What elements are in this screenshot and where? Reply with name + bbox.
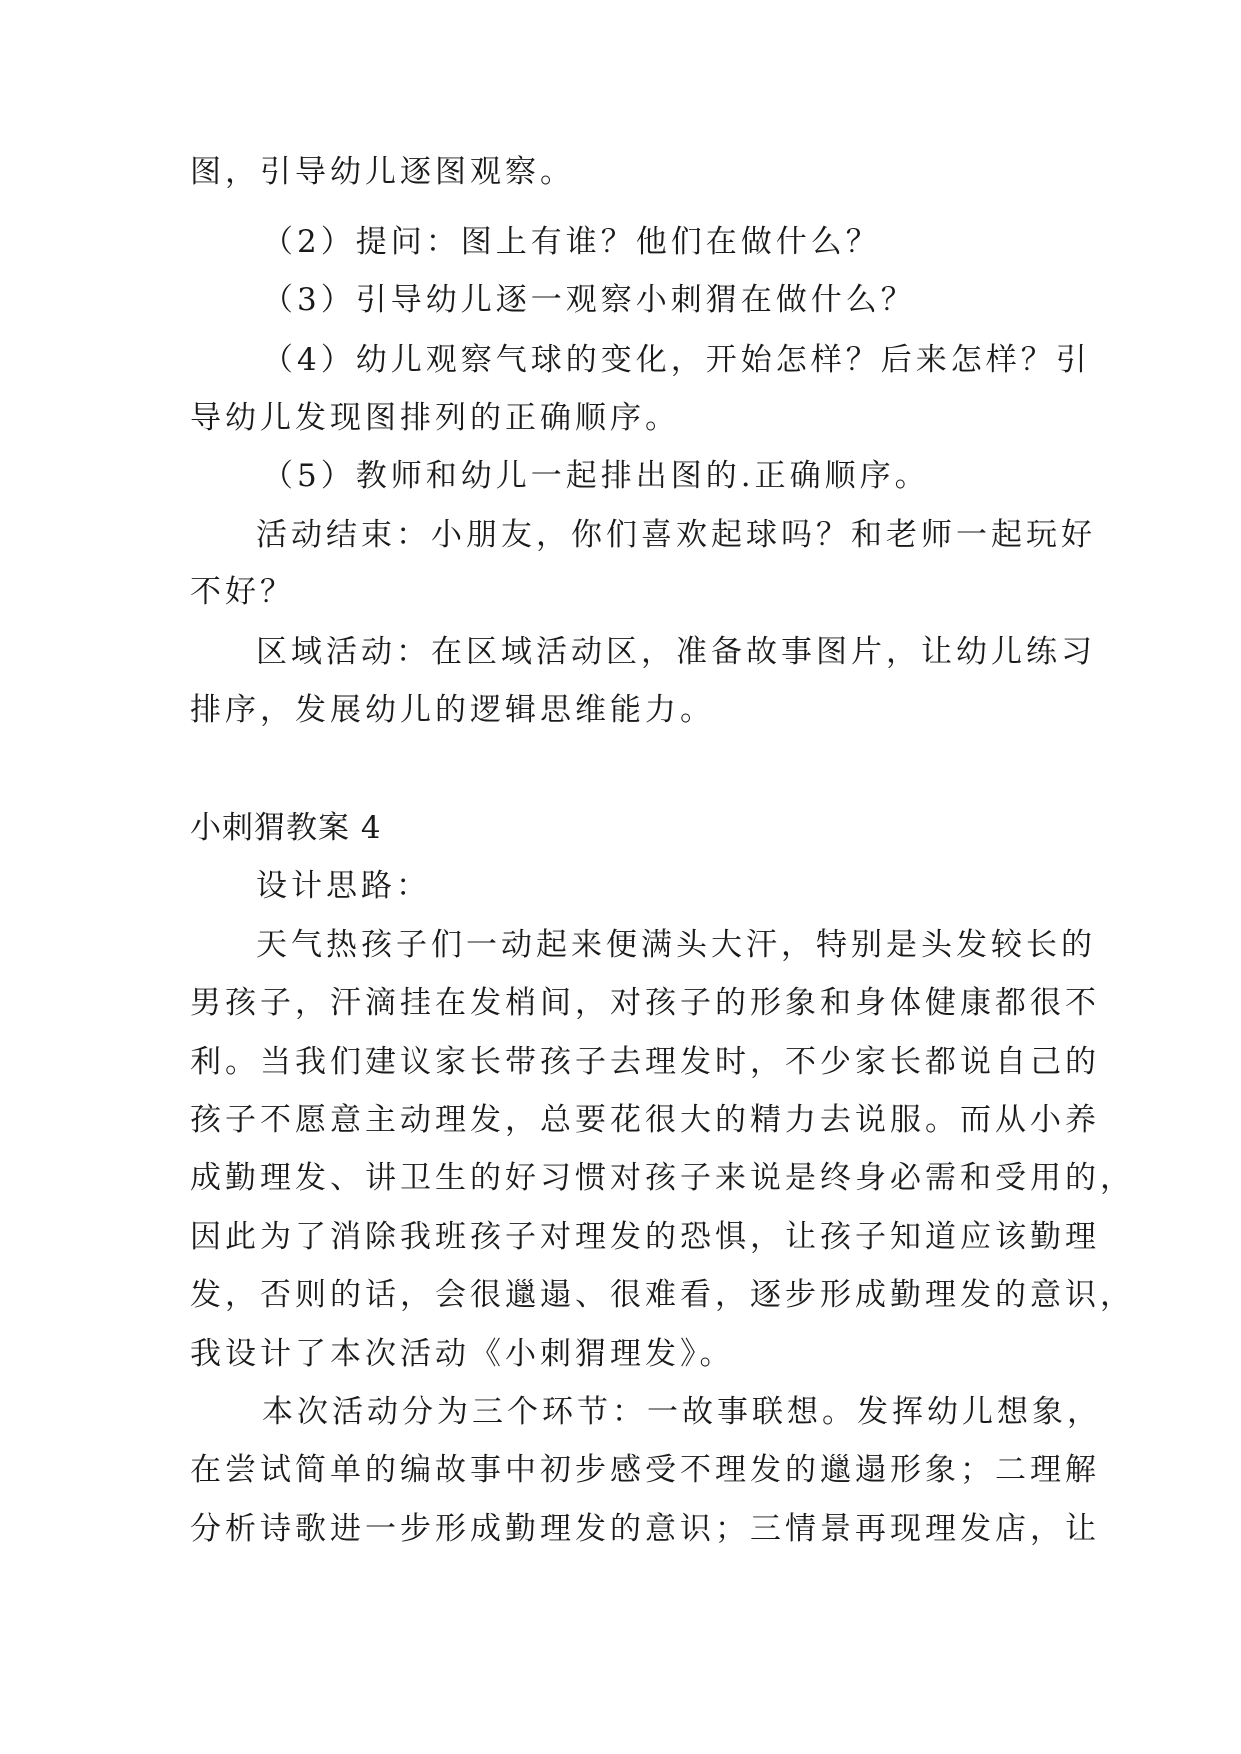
paragraph-line: （5）教师和幼儿一起排出图的.正确顺序。 xyxy=(262,458,930,494)
paragraph-line: 区域活动：在区域活动区，准备故事图片，让幼儿练习 xyxy=(256,634,1096,670)
paragraph-line: 因此为了消除我班孩子对理发的恐惧，让孩子知道应该勤理 xyxy=(190,1219,1100,1255)
paragraph-line: 分析诗歌进一步形成勤理发的意识；三情景再现理发店，让 xyxy=(190,1511,1100,1547)
paragraph-line: 利。当我们建议家长带孩子去理发时，不少家长都说自己的 xyxy=(190,1044,1100,1080)
paragraph-line: （4）幼儿观察气球的变化，开始怎样？后来怎样？引 xyxy=(262,342,1091,378)
subheading: 设计思路： xyxy=(256,868,431,904)
paragraph-line: 不好？ xyxy=(190,574,295,610)
paragraph-line: 在尝试简单的编故事中初步感受不理发的邋遢形象；二理解 xyxy=(190,1452,1100,1488)
paragraph-line: 男孩子，汗滴挂在发梢间，对孩子的形象和身体健康都很不 xyxy=(190,985,1100,1021)
paragraph-line: （2）提问：图上有谁？他们在做什么？ xyxy=(262,224,881,260)
paragraph-line: 图，引导幼儿逐图观察。 xyxy=(190,154,575,190)
paragraph-line: 我设计了本次活动《小刺猬理发》。 xyxy=(190,1336,735,1372)
paragraph-line: 活动结束：小朋友，你们喜欢起球吗？和老师一起玩好 xyxy=(256,517,1096,553)
paragraph-line: 本次活动分为三个环节：一故事联想。发挥幼儿想象， xyxy=(262,1394,1102,1430)
paragraph-line: 天气热孩子们一动起来便满头大汗，特别是头发较长的 xyxy=(256,927,1096,963)
paragraph-line: 导幼儿发现图排列的正确顺序。 xyxy=(190,400,680,436)
paragraph-line: （3）引导幼儿逐一观察小刺猬在做什么？ xyxy=(262,282,916,318)
paragraph-line: 孩子不愿意主动理发，总要花很大的精力去说服。而从小养 xyxy=(190,1102,1100,1138)
section-heading: 小刺猬教案 4 xyxy=(190,810,382,846)
paragraph-line: 发，否则的话，会很邋遢、很难看，逐步形成勤理发的意识， xyxy=(190,1277,1135,1313)
paragraph-line: 成勤理发、讲卫生的好习惯对孩子来说是终身必需和受用的， xyxy=(190,1160,1135,1196)
paragraph-line: 排序，发展幼儿的逻辑思维能力。 xyxy=(190,692,715,728)
